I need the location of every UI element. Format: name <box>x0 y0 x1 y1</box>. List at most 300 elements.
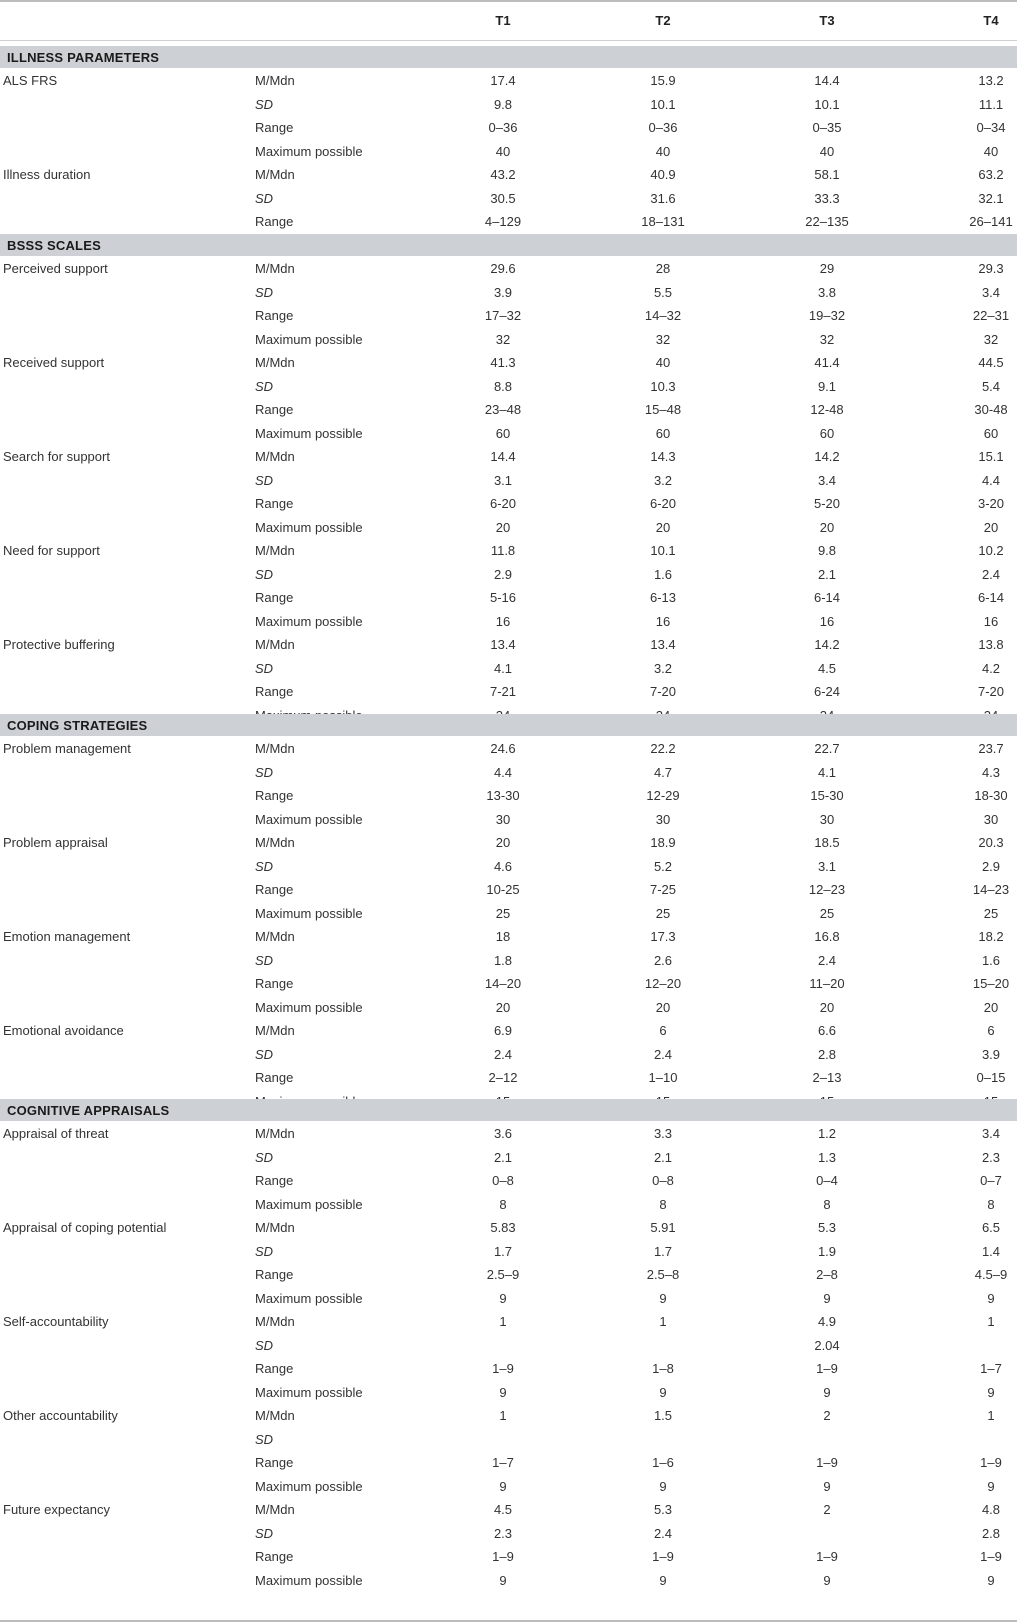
value-cell-t3: 16 <box>819 613 835 629</box>
statistic-label: Maximum possible <box>255 1572 363 1588</box>
statistic-label: M/Mdn <box>255 1408 295 1423</box>
variable-name: Appraisal of coping potential <box>3 1220 167 1235</box>
value-cell-t2: 20 <box>655 519 671 535</box>
statistic-label: SD <box>255 378 274 394</box>
value-cell-t2: 13.4 <box>650 637 676 652</box>
variable-name: Perceived support <box>3 261 108 276</box>
table-row <box>0 1545 1017 1569</box>
statistic-label: Maximum possible <box>255 905 363 921</box>
value-cell-t3: 33.3 <box>814 190 840 206</box>
value-cell-t1: 1 <box>499 1408 507 1423</box>
value-cell-t1: 1–9 <box>492 1361 514 1376</box>
value-cell-t1: 16 <box>495 613 511 629</box>
value-cell-t3: 2–8 <box>816 1267 838 1282</box>
value-cell-t2: 14–32 <box>644 308 682 323</box>
statistic-label: M/Mdn <box>255 1023 295 1038</box>
statistic-label: Maximum possible <box>255 811 363 827</box>
value-cell-t4: 4.2 <box>981 660 1001 676</box>
table-row <box>0 784 1017 808</box>
value-cell-t1: 4.4 <box>493 764 513 780</box>
value-cell-t2: 5.3 <box>653 1502 673 1517</box>
value-cell-t1: 20 <box>495 519 511 535</box>
value-cell-t4: 2.4 <box>981 566 1001 582</box>
value-cell-t1: 13-30 <box>486 788 520 803</box>
value-cell-t1: 0–8 <box>492 1173 514 1188</box>
statistic-label: Range <box>255 882 294 897</box>
statistic-label: SD <box>255 472 274 488</box>
value-cell-t4: 25 <box>983 905 999 921</box>
value-cell-t4: 1 <box>987 1314 995 1329</box>
value-cell-t4: 9 <box>987 1384 995 1400</box>
value-cell-t2: 6-20 <box>649 496 677 511</box>
value-cell-t4: 2.8 <box>981 1525 1001 1541</box>
value-cell-t3: 9 <box>823 1384 831 1400</box>
statistic-label: M/Mdn <box>255 73 295 88</box>
value-cell-t3: 1.3 <box>817 1149 837 1165</box>
value-cell-t3: 8 <box>823 1196 831 1212</box>
value-cell-t4: 14–23 <box>972 882 1010 897</box>
statistic-label: Maximum possible <box>255 425 363 441</box>
value-cell-t2: 7-20 <box>649 684 677 699</box>
table-row <box>0 1122 1017 1146</box>
table-row <box>0 210 1017 234</box>
value-cell-t3: 3.1 <box>817 858 837 874</box>
value-cell-t1: 20 <box>495 835 511 850</box>
section-header <box>0 46 1017 68</box>
value-cell-t1: 30 <box>495 811 511 827</box>
value-cell-t3: 6-24 <box>813 684 841 699</box>
value-cell-t3: 19–32 <box>808 308 846 323</box>
table-row <box>0 808 1017 832</box>
value-cell-t4: 0–34 <box>976 120 1006 135</box>
value-cell-t4: 1–9 <box>980 1455 1002 1470</box>
value-cell-t3: 2.1 <box>817 566 837 582</box>
value-cell-t3: 9 <box>823 1572 831 1588</box>
statistic-label: Range <box>255 496 294 511</box>
value-cell-t3: 1–9 <box>816 1455 838 1470</box>
table-bottom-rule <box>0 1620 1017 1622</box>
value-cell-t4: 22–31 <box>972 308 1010 323</box>
value-cell-t2: 10.1 <box>650 543 676 558</box>
value-cell-t4: 40 <box>983 143 999 159</box>
table-row <box>0 610 1017 634</box>
value-cell-t2: 0–36 <box>648 120 678 135</box>
statistic-label: SD <box>255 952 274 968</box>
value-cell-t2: 8 <box>659 1196 667 1212</box>
statistic-label: SD <box>255 764 274 780</box>
value-cell-t2: 1.6 <box>653 566 673 582</box>
value-cell-t4: 1.6 <box>981 952 1001 968</box>
value-cell-t2: 15.9 <box>650 73 676 88</box>
value-cell-t3: 9 <box>823 1290 831 1306</box>
value-cell-t2: 2.5–8 <box>646 1267 680 1282</box>
value-cell-t4: 32 <box>983 331 999 347</box>
value-cell-t3: 18.5 <box>814 835 840 850</box>
section-header <box>0 1099 1017 1121</box>
value-cell-t3: 41.4 <box>814 355 840 370</box>
statistic-label: SD <box>255 858 274 874</box>
statistic-label: M/Mdn <box>255 741 295 756</box>
value-cell-t3: 22–135 <box>805 214 849 229</box>
value-cell-t3: 16.8 <box>814 929 840 944</box>
value-cell-t2: 2.4 <box>653 1525 673 1541</box>
variable-name: Emotional avoidance <box>3 1023 124 1038</box>
value-cell-t3: 4.1 <box>817 764 837 780</box>
value-cell-t2: 18.9 <box>650 835 676 850</box>
table-row <box>0 1240 1017 1264</box>
variable-name: Self-accountability <box>3 1314 109 1329</box>
value-cell-t4: 0–7 <box>980 1173 1002 1188</box>
value-cell-t1: 9 <box>499 1572 507 1588</box>
variable-name: Emotion management <box>3 929 131 944</box>
value-cell-t4: 16 <box>983 613 999 629</box>
value-cell-t1: 7-21 <box>489 684 517 699</box>
value-cell-t2: 12–20 <box>644 976 682 991</box>
value-cell-t3: 12–23 <box>808 882 846 897</box>
value-cell-t1: 9 <box>499 1478 507 1494</box>
value-cell-t2: 40.9 <box>650 167 676 182</box>
value-cell-t1: 1.8 <box>493 952 513 968</box>
table-row <box>0 1334 1017 1358</box>
value-cell-t4: 30 <box>983 811 999 827</box>
value-cell-t3: 14.2 <box>814 449 840 464</box>
statistic-label: Range <box>255 976 294 991</box>
table-row <box>0 633 1017 657</box>
value-cell-t1: 8.8 <box>493 378 513 394</box>
value-cell-t4: 15.1 <box>978 449 1004 464</box>
value-cell-t1: 2–12 <box>488 1070 518 1085</box>
table-row <box>0 1216 1017 1240</box>
value-cell-t3: 2.8 <box>817 1046 837 1062</box>
value-cell-t1: 4.5 <box>493 1502 513 1517</box>
statistic-label: M/Mdn <box>255 261 295 276</box>
value-cell-t2: 22.2 <box>650 741 676 756</box>
table-row <box>0 680 1017 704</box>
value-cell-t2: 60 <box>655 425 671 441</box>
section-title: COGNITIVE APPRAISALS <box>7 1103 170 1118</box>
value-cell-t2: 3.3 <box>653 1126 673 1141</box>
value-cell-t2: 10.1 <box>650 96 676 112</box>
value-cell-t1: 1–7 <box>492 1455 514 1470</box>
value-cell-t3: 5-20 <box>813 496 841 511</box>
value-cell-t3: 25 <box>819 905 835 921</box>
value-cell-t3: 9.1 <box>817 378 837 394</box>
value-cell-t2: 40 <box>655 355 671 370</box>
table-row <box>0 398 1017 422</box>
table-row <box>0 187 1017 211</box>
statistic-label: M/Mdn <box>255 1502 295 1517</box>
value-cell-t2: 16 <box>655 613 671 629</box>
value-cell-t4: 10.2 <box>978 543 1004 558</box>
value-cell-t3: 1–9 <box>816 1361 838 1376</box>
value-cell-t2: 1–9 <box>652 1549 674 1564</box>
value-cell-t3: 32 <box>819 331 835 347</box>
value-cell-t1: 0–36 <box>488 120 518 135</box>
table-row <box>0 1569 1017 1593</box>
value-cell-t2: 14.3 <box>650 449 676 464</box>
value-cell-t4: 20.3 <box>978 835 1004 850</box>
value-cell-t1: 4.1 <box>493 660 513 676</box>
value-cell-t1: 11.8 <box>490 543 516 558</box>
value-cell-t4: 60 <box>983 425 999 441</box>
value-cell-t2: 6-13 <box>649 590 677 605</box>
value-cell-t2: 9 <box>659 1384 667 1400</box>
column-header-t1: T1 <box>495 13 511 28</box>
value-cell-t2: 5.2 <box>653 858 673 874</box>
value-cell-t4: 1–9 <box>980 1549 1002 1564</box>
value-cell-t1: 9 <box>499 1384 507 1400</box>
value-cell-t4: 1–7 <box>980 1361 1002 1376</box>
value-cell-t2: 2.4 <box>653 1046 673 1062</box>
variable-name: Illness duration <box>3 167 91 182</box>
value-cell-t2: 1–8 <box>652 1361 674 1376</box>
value-cell-t3: 15-30 <box>810 788 844 803</box>
value-cell-t1: 2.5–9 <box>486 1267 520 1282</box>
value-cell-t4: 44.5 <box>978 355 1004 370</box>
value-cell-t3: 20 <box>819 999 835 1015</box>
value-cell-t4: 3-20 <box>977 496 1005 511</box>
variable-name: Appraisal of threat <box>3 1126 109 1141</box>
statistic-label: SD <box>255 284 274 300</box>
value-cell-t1: 4–129 <box>484 214 522 229</box>
statistic-label: Maximum possible <box>255 613 363 629</box>
value-cell-t1: 30.5 <box>490 190 516 206</box>
value-cell-t2: 1.7 <box>653 1243 673 1259</box>
value-cell-t1: 3.1 <box>493 472 513 488</box>
statistic-label: SD <box>255 1431 274 1447</box>
value-cell-t3: 11–20 <box>809 976 845 991</box>
value-cell-t3: 3.4 <box>817 472 837 488</box>
table-row <box>0 972 1017 996</box>
value-cell-t3: 3.8 <box>817 284 837 300</box>
value-cell-t1: 6-20 <box>489 496 517 511</box>
value-cell-t1: 60 <box>495 425 511 441</box>
value-cell-t4: 6.5 <box>981 1220 1001 1235</box>
value-cell-t4: 9 <box>987 1572 995 1588</box>
table-row <box>0 69 1017 93</box>
variable-name: Future expectancy <box>3 1502 110 1517</box>
variable-name: Protective buffering <box>3 637 115 652</box>
table-row <box>0 949 1017 973</box>
table-row <box>0 902 1017 926</box>
statistic-label: M/Mdn <box>255 543 295 558</box>
statistic-label: Range <box>255 402 294 417</box>
statistic-label: Range <box>255 1070 294 1085</box>
statistic-label: M/Mdn <box>255 929 295 944</box>
value-cell-t1: 8 <box>499 1196 507 1212</box>
value-cell-t3: 2 <box>823 1408 831 1423</box>
statistic-label: Range <box>255 1173 294 1188</box>
statistic-label: M/Mdn <box>255 355 295 370</box>
statistic-label: Maximum possible <box>255 519 363 535</box>
value-cell-t1: 1–9 <box>492 1549 514 1564</box>
value-cell-t4: 20 <box>983 519 999 535</box>
value-cell-t3: 40 <box>819 143 835 159</box>
value-cell-t4: 3.9 <box>981 1046 1001 1062</box>
value-cell-t3: 5.3 <box>817 1220 837 1235</box>
value-cell-t3: 12-48 <box>810 402 844 417</box>
value-cell-t1: 3.6 <box>493 1126 513 1141</box>
value-cell-t3: 30 <box>819 811 835 827</box>
value-cell-t4: 9 <box>987 1290 995 1306</box>
value-cell-t1: 25 <box>495 905 511 921</box>
value-cell-t3: 2–13 <box>812 1070 842 1085</box>
value-cell-t2: 18–131 <box>641 214 685 229</box>
table-row <box>0 1451 1017 1475</box>
value-cell-t1: 18 <box>495 929 511 944</box>
statistic-label: Range <box>255 308 294 323</box>
table-row <box>0 657 1017 681</box>
value-cell-t4: 11.1 <box>978 96 1004 112</box>
statistic-label: SD <box>255 1337 274 1353</box>
value-cell-t2: 3.2 <box>653 660 673 676</box>
value-cell-t3: 60 <box>819 425 835 441</box>
value-cell-t2: 5.5 <box>653 284 673 300</box>
value-cell-t2: 32 <box>655 331 671 347</box>
table-row <box>0 375 1017 399</box>
table-row <box>0 925 1017 949</box>
value-cell-t2: 31.6 <box>650 190 676 206</box>
value-cell-t4: 3.4 <box>981 284 1001 300</box>
value-cell-t1: 23–48 <box>484 402 522 417</box>
table-row <box>0 116 1017 140</box>
value-cell-t3: 6-14 <box>813 590 841 605</box>
value-cell-t1: 29.6 <box>490 261 516 276</box>
value-cell-t1: 4.6 <box>493 858 513 874</box>
table-row <box>0 1498 1017 1522</box>
section-title: BSSS SCALES <box>7 238 101 253</box>
table-row <box>0 1146 1017 1170</box>
table-row <box>0 351 1017 375</box>
table-row <box>0 761 1017 785</box>
value-cell-t1: 17–32 <box>484 308 522 323</box>
table-row <box>0 996 1017 1020</box>
variable-name: Problem appraisal <box>3 835 108 850</box>
statistic-label: SD <box>255 1046 274 1062</box>
value-cell-t2: 17.3 <box>650 929 676 944</box>
statistic-label: Range <box>255 684 294 699</box>
section-header <box>0 234 1017 256</box>
statistic-label: Maximum possible <box>255 1384 363 1400</box>
value-cell-t4: 8 <box>987 1196 995 1212</box>
value-cell-t2: 1.5 <box>653 1408 673 1423</box>
value-cell-t4: 20 <box>983 999 999 1015</box>
statistic-label: Range <box>255 214 294 229</box>
value-cell-t1: 1.7 <box>493 1243 513 1259</box>
table-row <box>0 1043 1017 1067</box>
value-cell-t4: 9 <box>987 1478 995 1494</box>
table-row <box>0 1404 1017 1428</box>
table-row <box>0 1263 1017 1287</box>
value-cell-t4: 7-20 <box>977 684 1005 699</box>
value-cell-t4: 0–15 <box>976 1070 1006 1085</box>
statistic-label: Range <box>255 1455 294 1470</box>
table-row <box>0 445 1017 469</box>
column-header-t4: T4 <box>983 13 999 28</box>
value-cell-t1: 10-25 <box>486 882 520 897</box>
value-cell-t3: 2.4 <box>817 952 837 968</box>
statistic-label: Maximum possible <box>255 143 363 159</box>
variable-name: Need for support <box>3 543 100 558</box>
section-title: COPING STRATEGIES <box>7 718 148 733</box>
value-cell-t1: 9.8 <box>493 96 513 112</box>
statistic-label: Maximum possible <box>255 1196 363 1212</box>
statistic-label: Range <box>255 1549 294 1564</box>
statistic-label: SD <box>255 1525 274 1541</box>
value-cell-t1: 43.2 <box>490 167 516 182</box>
value-cell-t4: 26–141 <box>969 214 1013 229</box>
value-cell-t1: 40 <box>495 143 511 159</box>
statistic-label: SD <box>255 660 274 676</box>
value-cell-t3: 0–35 <box>812 120 842 135</box>
table-row <box>0 93 1017 117</box>
value-cell-t4: 2.3 <box>981 1149 1001 1165</box>
statistic-label: Range <box>255 120 294 135</box>
variable-name: Search for support <box>3 449 110 464</box>
value-cell-t3: 58.1 <box>814 167 840 182</box>
value-cell-t3: 20 <box>819 519 835 535</box>
table-row <box>0 1522 1017 1546</box>
table-row <box>0 257 1017 281</box>
value-cell-t3: 10.1 <box>814 96 840 112</box>
statistic-label: M/Mdn <box>255 449 295 464</box>
table-row <box>0 1475 1017 1499</box>
value-cell-t3: 2.04 <box>814 1337 840 1353</box>
value-cell-t2: 1–10 <box>648 1070 678 1085</box>
value-cell-t4: 4.8 <box>981 1502 1001 1517</box>
table-row <box>0 563 1017 587</box>
value-cell-t4: 13.8 <box>978 637 1004 652</box>
statistic-label: SD <box>255 566 274 582</box>
value-cell-t1: 20 <box>495 999 511 1015</box>
value-cell-t3: 1.9 <box>817 1243 837 1259</box>
value-cell-t2: 1 <box>659 1314 667 1329</box>
value-cell-t1: 24.6 <box>490 741 516 756</box>
value-cell-t2: 7-25 <box>649 882 677 897</box>
value-cell-t2: 6 <box>659 1023 667 1038</box>
value-cell-t2: 5.91 <box>650 1220 676 1235</box>
table-row <box>0 140 1017 164</box>
value-cell-t3: 6.6 <box>817 1023 837 1038</box>
value-cell-t1: 2.1 <box>493 1149 513 1165</box>
value-cell-t1: 14.4 <box>490 449 516 464</box>
table-row <box>0 1169 1017 1193</box>
value-cell-t2: 30 <box>655 811 671 827</box>
value-cell-t3: 1–9 <box>816 1549 838 1564</box>
column-header-t2: T2 <box>655 13 671 28</box>
value-cell-t1: 2.3 <box>493 1525 513 1541</box>
value-cell-t1: 3.9 <box>493 284 513 300</box>
value-cell-t3: 4.9 <box>817 1314 837 1329</box>
section-header <box>0 714 1017 736</box>
value-cell-t2: 4.7 <box>653 764 673 780</box>
value-cell-t4: 6 <box>987 1023 995 1038</box>
value-cell-t2: 25 <box>655 905 671 921</box>
table-row <box>0 469 1017 493</box>
value-cell-t2: 0–8 <box>652 1173 674 1188</box>
value-cell-t1: 17.4 <box>490 73 516 88</box>
statistic-label: Maximum possible <box>255 1478 363 1494</box>
value-cell-t2: 9 <box>659 1290 667 1306</box>
statistic-label: Range <box>255 1361 294 1376</box>
value-cell-t4: 15–20 <box>972 976 1010 991</box>
table-row <box>0 1381 1017 1405</box>
statistic-label: Maximum possible <box>255 1290 363 1306</box>
value-cell-t4: 29.3 <box>978 261 1004 276</box>
table-row <box>0 281 1017 305</box>
value-cell-t1: 2.4 <box>493 1046 513 1062</box>
section-title: ILLNESS PARAMETERS <box>7 50 160 65</box>
